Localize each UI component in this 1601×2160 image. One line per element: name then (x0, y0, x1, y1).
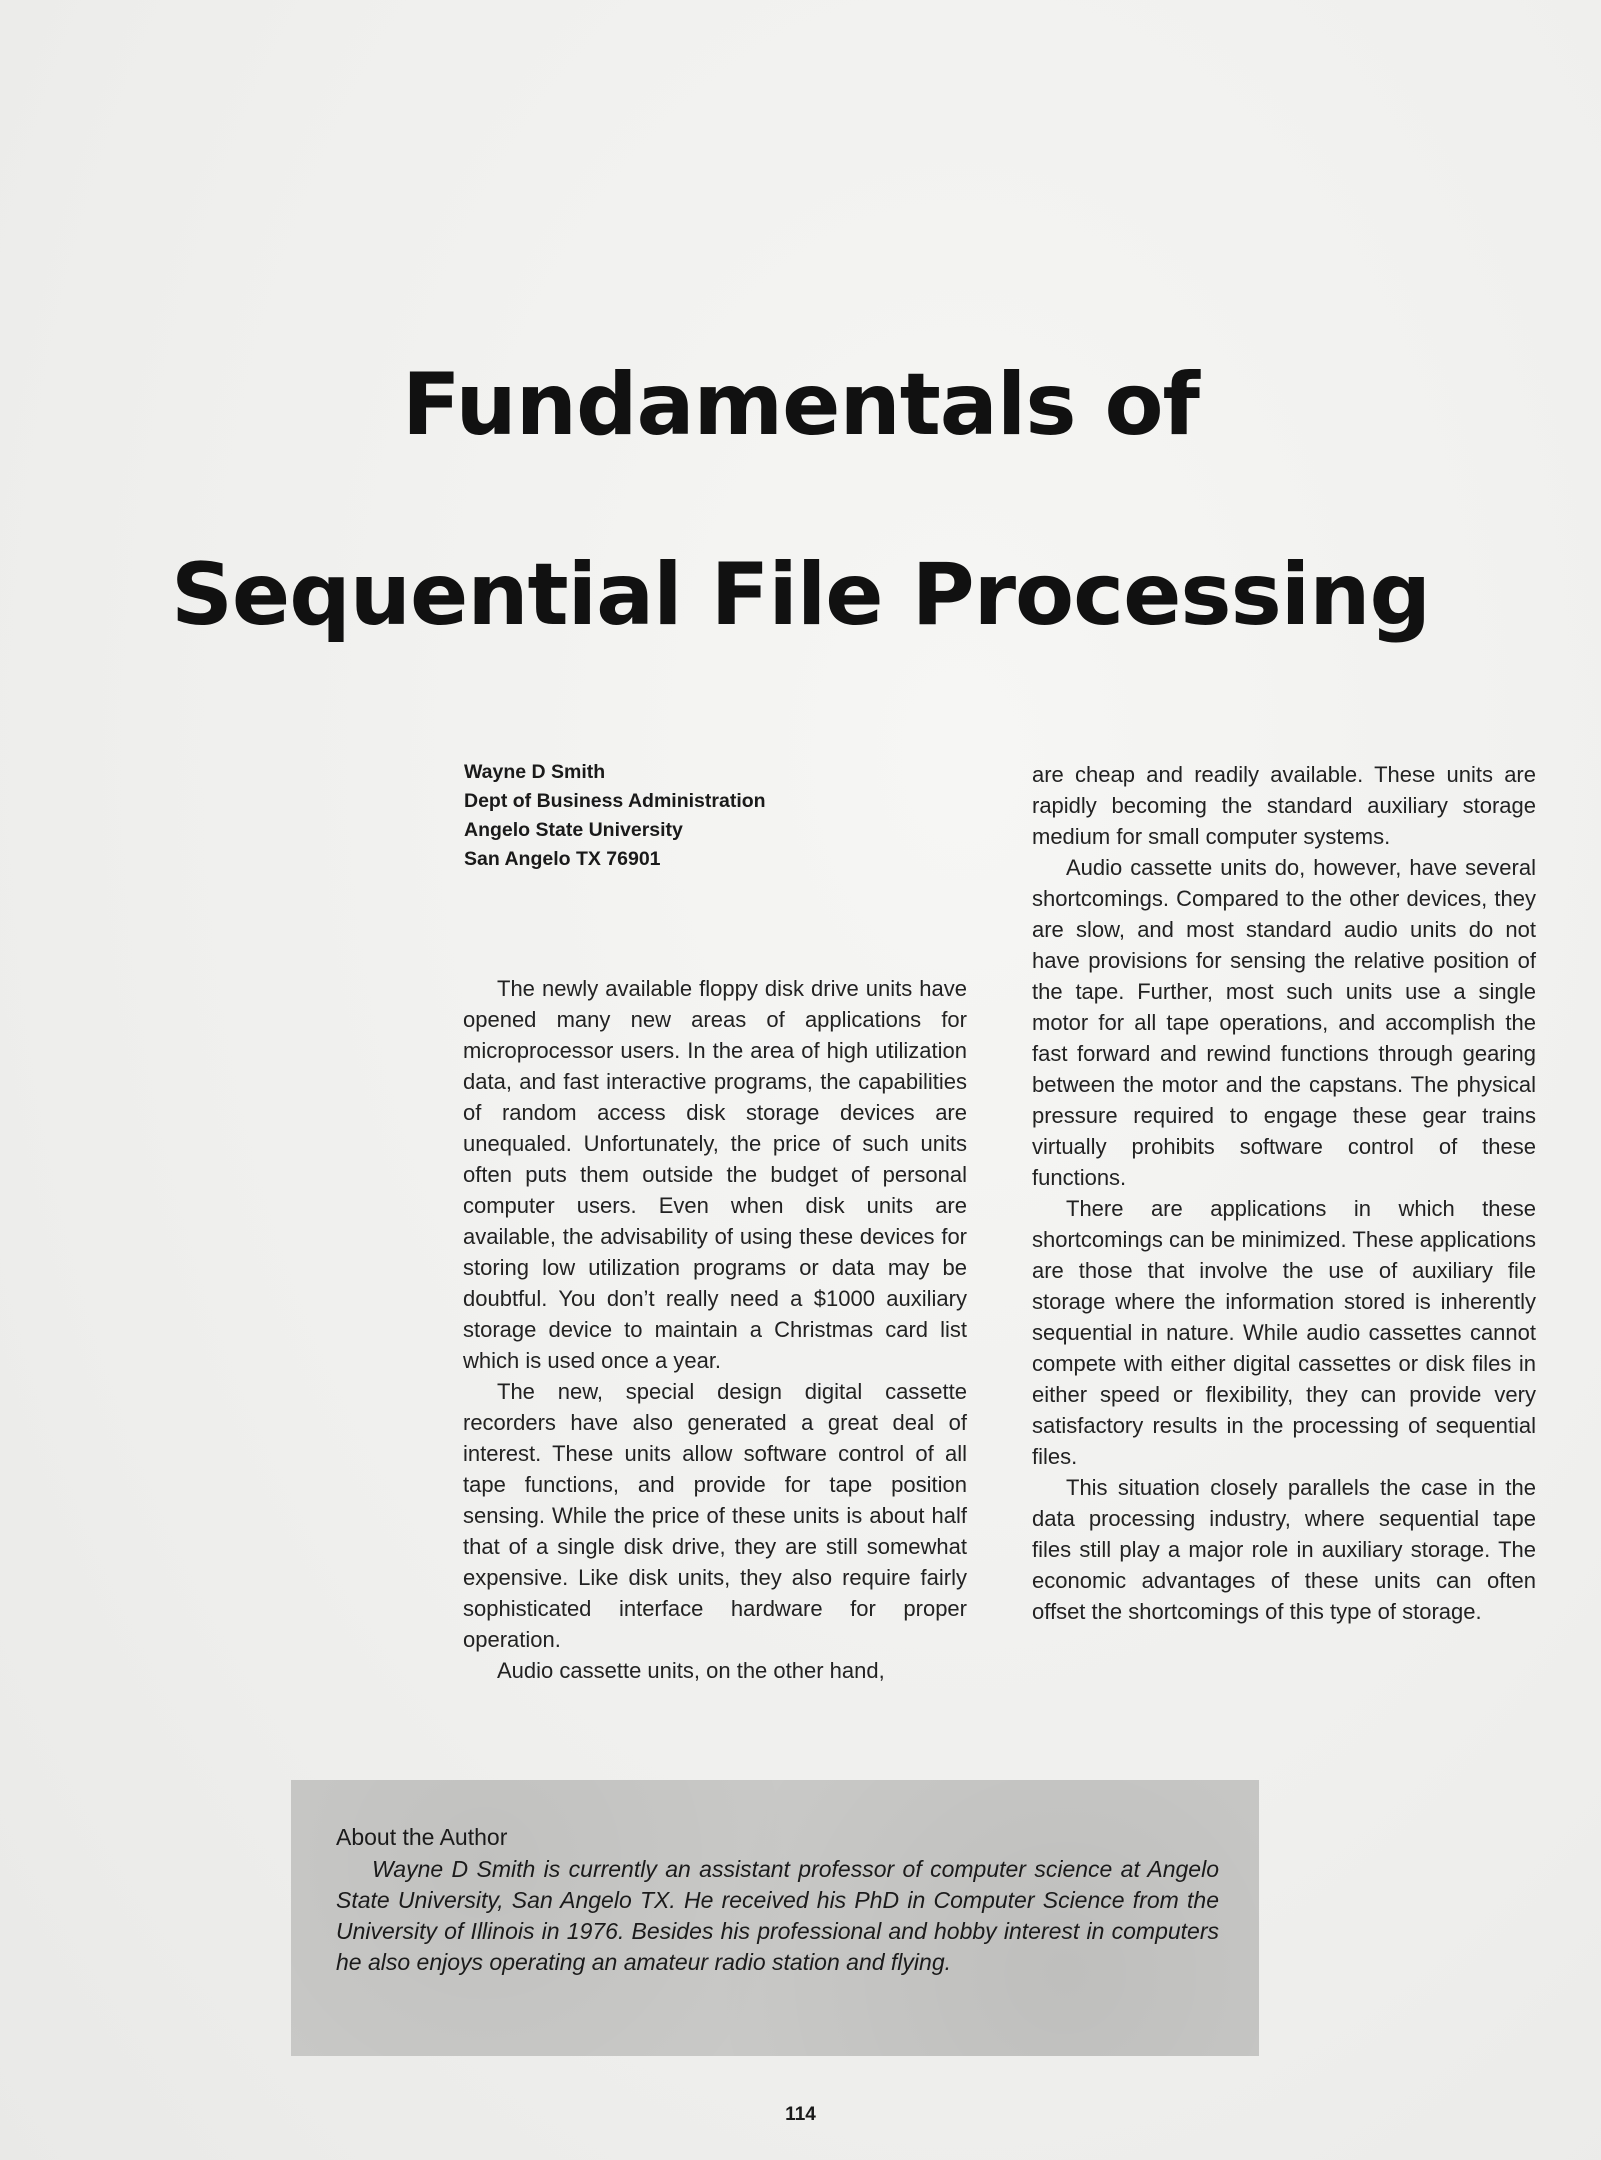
author-location: San Angelo TX 76901 (464, 848, 661, 870)
article-title-line-1: Fundamentals of (402, 355, 1199, 455)
paragraph: This situation closely parallels the case in the data processing industry, where sequential tape files still play a major role in auxiliary storage. The economic advantages of these units can often offset the shortcomings of this type of storage. (1032, 1475, 1536, 1624)
paragraph: There are applications in which these shortcomings can be minimized. These applications are those that involve the use of auxiliary file storage where the information stored is inherently sequential in nature. While audio cassettes cannot compete with either digital cassettes or disk files in either speed or flexibility, they can provide very satisfactory results in the processing of sequential files. (1032, 1196, 1536, 1469)
author-byline (464, 758, 766, 874)
author-department: Dept of Business Administration (464, 790, 766, 812)
body-column-right (1032, 759, 1536, 1627)
paragraph: Audio cassette units, on the other hand, (497, 1658, 885, 1683)
paragraph: Audio cassette units do, however, have several shortcomings. Compared to the other devices, they are slow, and most standard audio units do not have provisions for sensing the relative position of the tape. Further, most such units use a single motor for all tape operations, and accomplish the fast forward and rewind functions through gearing between the motor and the capstans. The physical pressure required to engage these gear trains virtually prohibits software control of these functions. (1032, 855, 1536, 1190)
author-name: Wayne D Smith (464, 761, 606, 783)
about-author-box (291, 1780, 1259, 2056)
about-author-heading: About the Author (336, 1824, 508, 1850)
article-title-line-2: Sequential File Processing (170, 545, 1431, 645)
body-column-left (463, 973, 967, 1686)
paragraph: The new, special design digital cassette recorders have also generated a great deal of interest. These units allow software control of all tape functions, and provide for tape position sensing. While the price of these units is about half that of a single disk drive, they are still somewhat expensive. Like disk units, they also require fairly sophisticated interface hardware for proper operation. (463, 1379, 967, 1652)
about-author-text: Wayne D Smith is currently an assistant professor of computer science at Angelo State University, San Angelo TX. He received his PhD in Computer Science from the University of Illinois in 1976. Besides his professional and hobby interest in computers he also enjoys operating an amateur radio station and flying. (336, 1856, 1219, 1975)
page-number: 114 (785, 2104, 816, 2125)
author-institution: Angelo State University (464, 819, 683, 841)
paragraph: The newly available floppy disk drive units have opened many new areas of applications for microprocessor users. In the area of high utilization data, and fast interactive programs, the capabilities of random access disk storage devices are unequaled. Unfortunately, the price of such units often puts them outside the budget of personal computer users. Even when disk units are available, the advisability of using these devices for storing low utilization programs or data may be doubtful. You don’t really need a $1000 auxiliary storage device to maintain a Christmas card list which is used once a year. (463, 976, 967, 1373)
paragraph-continued: are cheap and readily available. These units are rapidly becoming the standard auxiliary storage medium for small computer systems. (1032, 762, 1536, 849)
